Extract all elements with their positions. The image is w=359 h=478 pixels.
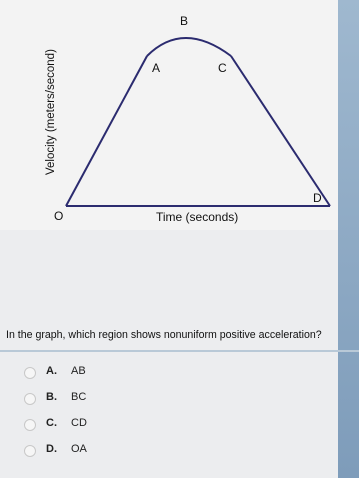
point-label-D: D	[313, 191, 322, 205]
option-letter: C.	[46, 417, 57, 429]
point-label-C: C	[218, 61, 227, 75]
option-letter: A.	[46, 365, 57, 377]
radio-button[interactable]	[24, 367, 36, 379]
answer-option-a[interactable]	[24, 365, 224, 383]
graph-panel	[0, 0, 338, 230]
velocity-time-graph	[0, 0, 338, 230]
question-text: In the graph, which region shows nonuniform positive acceleration?	[6, 329, 322, 341]
segment-ABC-curve	[147, 38, 231, 56]
answer-option-b[interactable]	[24, 391, 224, 409]
option-text: OA	[71, 443, 87, 455]
x-axis-label: Time (seconds)	[156, 210, 239, 224]
segment-CD	[231, 56, 330, 206]
radio-button[interactable]	[24, 445, 36, 457]
option-text: CD	[71, 417, 87, 429]
point-label-O: O	[54, 209, 64, 223]
radio-button[interactable]	[24, 393, 36, 405]
option-text: BC	[71, 391, 87, 403]
radio-button[interactable]	[24, 419, 36, 431]
option-text: AB	[71, 365, 86, 377]
question-divider	[0, 350, 359, 352]
answer-option-d[interactable]	[24, 443, 224, 461]
point-label-B: B	[180, 14, 189, 28]
answer-option-c[interactable]	[24, 417, 224, 435]
segment-OA	[66, 56, 147, 206]
point-label-A: A	[152, 61, 161, 75]
option-letter: B.	[46, 391, 57, 403]
window-edge-strip	[338, 0, 359, 478]
option-letter: D.	[46, 443, 57, 455]
y-axis-label: Velocity (meters/second)	[45, 49, 57, 175]
